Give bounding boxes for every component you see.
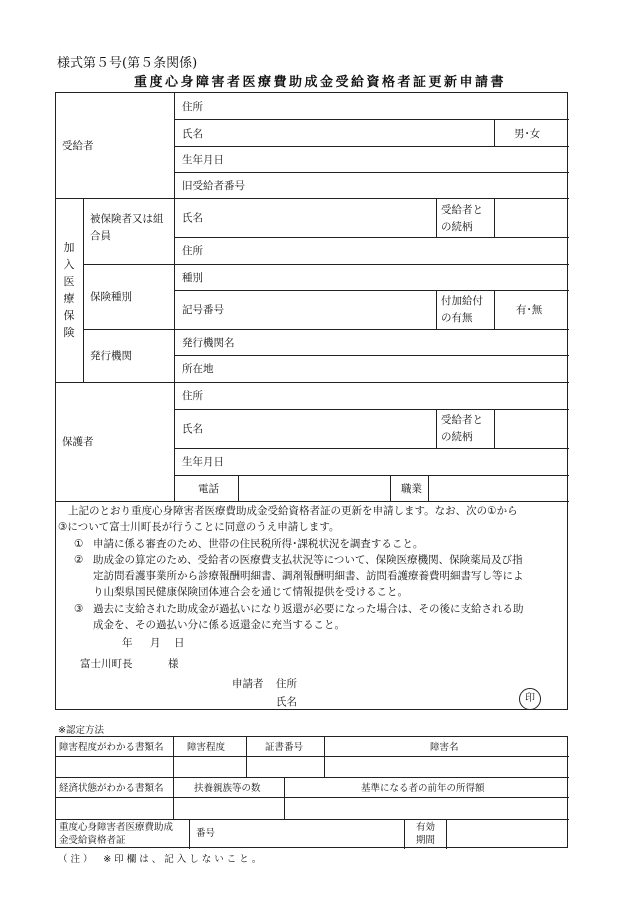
row-divider	[56, 777, 569, 778]
column-divider	[428, 475, 429, 501]
column-divider	[436, 290, 437, 329]
recipient-section-label: 受給者	[62, 140, 94, 152]
column-divider	[436, 409, 437, 448]
date-year-label: 年	[122, 637, 133, 649]
recipient-name-label: 氏名	[182, 128, 203, 140]
row-divider	[174, 146, 569, 147]
date-month-label: 月	[150, 637, 161, 649]
column-divider	[284, 777, 285, 819]
row-divider	[174, 237, 569, 238]
column-divider	[390, 475, 391, 501]
validity-label-line2: 期間	[416, 835, 436, 846]
old-recipient-number-label: 旧受給者番号	[182, 180, 245, 192]
row-divider	[56, 797, 569, 798]
row-divider	[174, 290, 569, 291]
row-divider	[174, 172, 569, 173]
guardian-relation-label: 受給者との続柄	[441, 414, 483, 443]
row-divider	[174, 475, 569, 476]
guardian-section-label: 保護者	[62, 436, 94, 448]
guardian-address-label: 住所	[182, 390, 203, 402]
insured-address-label: 住所	[182, 245, 203, 257]
certificate-number-label: 番号	[196, 828, 216, 839]
column-divider	[174, 93, 175, 501]
footnote: （注） ※印欄は、記入しないこと。	[58, 854, 265, 865]
certificate-name-line1: 重度心身障害者医療費助成	[59, 822, 174, 833]
applicant-address-label: 住所	[276, 678, 297, 690]
column-divider	[173, 777, 174, 819]
column-divider	[324, 737, 325, 777]
dependents-count-header: 扶養親族等の数	[194, 783, 261, 794]
row-divider	[174, 355, 569, 356]
applicant-label: 申請者	[232, 678, 264, 690]
validity-label-line1: 有効	[416, 822, 436, 833]
applicant-name-label: 氏名	[276, 696, 297, 708]
prior-year-income-header: 基準になる者の前年の所得額	[361, 783, 485, 794]
section-divider	[56, 382, 569, 383]
supplementary-benefit-label: 付加給付の有無	[441, 295, 483, 324]
consent-item-2-number: ②	[74, 554, 84, 566]
disability-document-header: 障害程度がわかる書類名	[59, 742, 164, 753]
insurance-section-label: 加入医療保険	[63, 241, 75, 339]
certification-heading: ※認定方法	[58, 725, 104, 736]
consent-item-1-number: ①	[74, 538, 84, 550]
row-divider	[83, 264, 569, 265]
certificate-number-header: 証書番号	[265, 742, 304, 753]
insurance-type-section-label: 保険種別	[90, 291, 132, 303]
column-divider	[189, 819, 190, 849]
column-divider	[446, 819, 447, 849]
column-divider	[83, 198, 84, 382]
insured-relation-label: 受給者との続柄	[441, 204, 483, 233]
column-divider	[238, 475, 239, 501]
declaration-intro-line1: 上記のとおり重度心身障害者医療費助成金受給資格者証の更新を申請します。なお、次の①から	[68, 505, 518, 517]
consent-item-2-line1: 助成金の算定のため、受給者の医療費支払状況等について、保険医療機関、保険薬局及び指	[93, 554, 523, 566]
guardian-phone-label: 電話	[198, 483, 219, 495]
issuer-address-label: 所在地	[182, 363, 214, 375]
certification-table	[55, 736, 568, 848]
date-day-label: 日	[174, 637, 185, 649]
consent-item-2-line2: 定訪問看護事業所から診療報酬明細書、調剤報酬明細書、訪問看護療養費明細書写し等によ	[93, 570, 524, 582]
row-divider	[56, 819, 569, 820]
document-title: 重度心身障害者医療費助成金受給資格者証更新申請書	[133, 75, 506, 90]
consent-item-3-number: ③	[74, 603, 84, 615]
guardian-birth-date-label: 生年月日	[182, 456, 224, 468]
guardian-name-label: 氏名	[182, 423, 203, 435]
row-divider	[83, 329, 569, 330]
issuer-section-label: 発行機関	[90, 350, 132, 362]
insured-person-label: 被保険者又は組合員	[90, 213, 164, 242]
declaration-intro-line2: ③について富士川町長が行うことに同意のうえ申請します。	[58, 521, 340, 533]
form-number: 様式第５号(第５条関係)	[57, 56, 198, 71]
consent-item-1: 申請に係る審査のため、世帯の住民税所得･課税状況を調査すること。	[93, 538, 424, 550]
application-form	[55, 92, 568, 710]
symbol-number-label: 記号番号	[182, 304, 224, 316]
addressee-label: 富士川町長	[80, 658, 133, 670]
consent-item-3-line1: 過去に支給された助成金が過払いになり返還が必要になった場合は、その後に支給される助	[93, 603, 524, 615]
supplementary-benefit-options: 有･無	[516, 304, 543, 316]
disability-degree-header: 障害程度	[187, 742, 226, 753]
consent-item-2-line3: り山梨県国民健康保険団体連合会を通じて情報提供を受けること。	[93, 586, 408, 598]
column-divider	[494, 119, 495, 146]
insurance-type-label: 種別	[182, 272, 203, 284]
section-divider	[56, 501, 569, 502]
recipient-birth-date-label: 生年月日	[182, 154, 224, 166]
insured-name-label: 氏名	[182, 212, 203, 224]
row-divider	[56, 756, 569, 757]
certificate-name-line2: 金受給資格者証	[59, 835, 126, 846]
recipient-address-label: 住所	[182, 101, 203, 113]
gender-options: 男･女	[514, 128, 541, 140]
section-divider	[56, 198, 569, 199]
row-divider	[174, 119, 569, 120]
column-divider	[494, 198, 495, 237]
column-divider	[494, 409, 495, 448]
column-divider	[404, 819, 405, 849]
seal-mark: 印	[519, 688, 541, 710]
honorific-label: 様	[168, 658, 179, 670]
disability-name-header: 障害名	[430, 742, 459, 753]
column-divider	[173, 737, 174, 777]
column-divider	[494, 290, 495, 329]
issuer-name-label: 発行機関名	[182, 337, 235, 349]
column-divider	[436, 198, 437, 237]
guardian-occupation-label: 職業	[401, 483, 422, 495]
consent-item-3-line2: 成金を、その過払い分に係る返還金に充当すること。	[93, 619, 345, 631]
economic-document-header: 経済状態がわかる書類名	[59, 783, 164, 794]
row-divider	[174, 448, 569, 449]
row-divider	[174, 409, 569, 410]
column-divider	[246, 737, 247, 777]
